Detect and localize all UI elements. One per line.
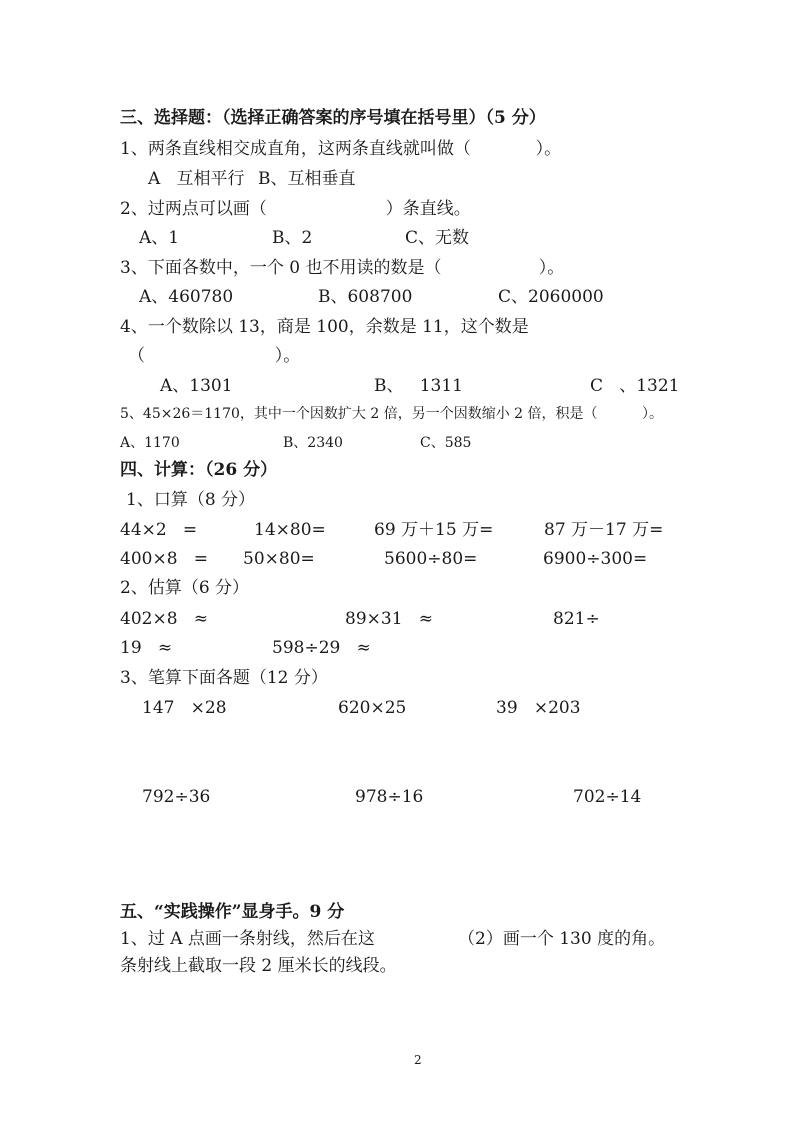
estimate-r1-c1: 402×8 ≈ bbox=[120, 609, 208, 629]
estimate-r1-c3: 821÷ bbox=[553, 609, 600, 629]
written-r2-c1: 792÷36 bbox=[142, 787, 211, 807]
oral-r2-c4: 6900÷300= bbox=[543, 549, 648, 569]
oral-r2-c1: 400×8 = bbox=[120, 549, 208, 569]
written-r2-c3: 702÷14 bbox=[573, 787, 642, 807]
q1-option-b: B、互相垂直 bbox=[258, 169, 356, 189]
section-5-title: 五、“实践操作”显身手。9 分 bbox=[120, 902, 345, 922]
oral-r2-c3: 5600÷80= bbox=[384, 549, 478, 569]
q5-option-b: B、2340 bbox=[283, 435, 343, 451]
q3-text: 3、下面各数中，一个 0 也不用读的数是（ ）。 bbox=[120, 258, 565, 278]
estimate-title: 2、估算（6 分） bbox=[120, 578, 250, 598]
section-4-title: 四、计算：（26 分） bbox=[120, 460, 278, 480]
oral-r2-c2: 50×80= bbox=[243, 549, 315, 569]
q4-text: 4、一个数除以 13，商是 100，余数是 11，这个数是 bbox=[120, 317, 529, 337]
q4-option-a: A、1301 bbox=[160, 376, 233, 396]
s5-q1-line2: 条射线上截取一段 2 厘米长的线段。 bbox=[120, 956, 397, 976]
q4-blank: （ ）。 bbox=[128, 346, 301, 366]
oral-r1-c2: 14×80= bbox=[254, 520, 326, 540]
q5-option-c: C、585 bbox=[420, 435, 472, 451]
oral-r1-c4: 87 万－17 万= bbox=[544, 520, 664, 540]
oral-r1-c1: 44×2 = bbox=[120, 520, 198, 540]
q2-option-a: A、1 bbox=[139, 228, 180, 248]
q4-option-c: C 、1321 bbox=[590, 376, 680, 396]
q4-option-b: B、 1311 bbox=[374, 376, 463, 396]
estimate-r1-c2: 89×31 ≈ bbox=[345, 609, 433, 629]
q2-option-c: C、无数 bbox=[405, 228, 470, 248]
written-r2-c2: 978÷16 bbox=[355, 787, 424, 807]
written-r1-c2: 620×25 bbox=[338, 698, 407, 718]
s5-q1-line1: 1、过 A 点画一条射线，然后在这 bbox=[120, 929, 375, 949]
estimate-r2-c1: 19 ≈ bbox=[120, 638, 173, 658]
q3-option-b: B、608700 bbox=[318, 287, 413, 307]
q2-text: 2、过两点可以画（ ）条直线。 bbox=[120, 199, 471, 219]
q3-option-c: C、2060000 bbox=[498, 287, 604, 307]
q5-text: 5、45×26＝1170，其中一个因数扩大 2 倍，另一个因数缩小 2 倍，积是（ ）。 bbox=[120, 406, 664, 422]
section-3-title: 三、选择题：（选择正确答案的序号填在括号里）（5 分） bbox=[120, 108, 546, 128]
written-r1-c3: 39 ×203 bbox=[496, 698, 581, 718]
q1-text: 1、两条直线相交成直角，这两条直线就叫做（ ）。 bbox=[120, 139, 562, 159]
written-title: 3、笔算下面各题（12 分） bbox=[120, 668, 328, 688]
page-number: 2 bbox=[414, 1053, 422, 1067]
q2-option-b: B、2 bbox=[272, 228, 313, 248]
s5-q2: （2）画一个 130 度的角。 bbox=[458, 929, 666, 949]
oral-title: 1、口算（8 分） bbox=[126, 490, 256, 510]
q3-option-a: A、460780 bbox=[139, 287, 234, 307]
oral-r1-c3: 69 万＋15 万= bbox=[374, 520, 494, 540]
estimate-r2-c2: 598÷29 ≈ bbox=[272, 638, 371, 658]
q1-option-a: A 互相平行 bbox=[148, 169, 245, 189]
q5-option-a: A、1170 bbox=[120, 435, 180, 451]
written-r1-c1: 147 ×28 bbox=[142, 698, 227, 718]
